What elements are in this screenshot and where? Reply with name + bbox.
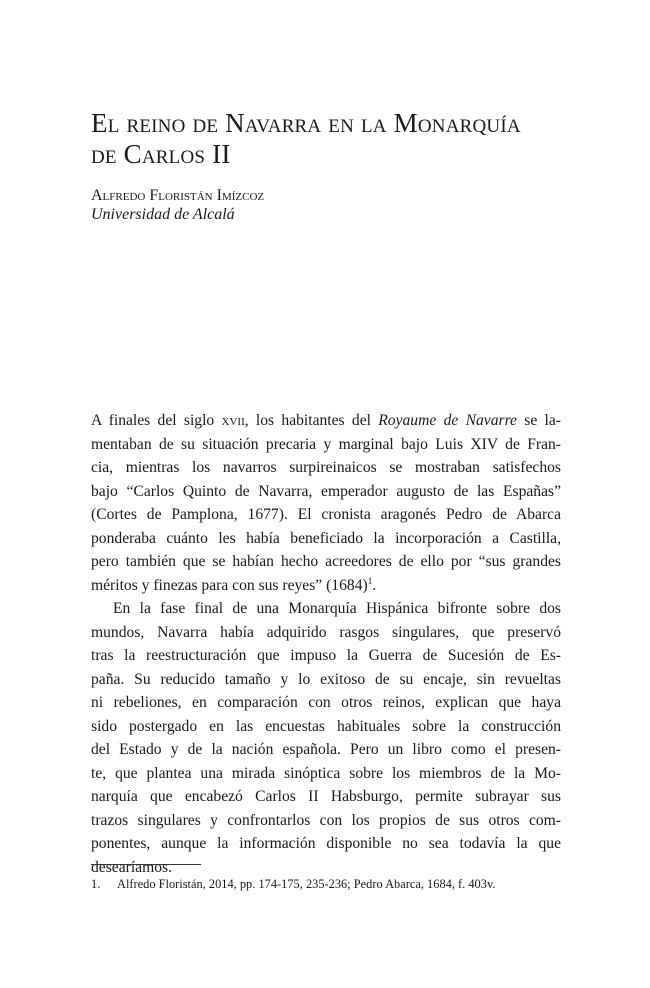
text-line: pero también que se habían hecho acreedores de ello por “sus grandes bbox=[91, 553, 561, 570]
chapter-title-line-2: de Carlos II bbox=[91, 139, 231, 169]
chapter-title bbox=[91, 108, 561, 170]
text-line: te, que plantea una mirada sinóptica sobre los miembros de la Mo- bbox=[91, 764, 561, 782]
text-line: En la fase final de una Monarquía Hispánica bifronte sobre dos bbox=[113, 600, 561, 617]
text-line: mentaban de su situación precaria y marginal bajo Luis XIV de Fran- bbox=[91, 435, 561, 453]
text-line: ni rebeliones, en comparación con otros reinos, explican que haya bbox=[91, 694, 561, 711]
text-line: narquía que encabezó Carlos II Habsburgo, permite subrayar sus bbox=[91, 788, 561, 805]
author-name: Alfredo Floristán Imízcoz bbox=[91, 187, 265, 204]
footnote-number: 1. bbox=[91, 877, 101, 891]
footnote bbox=[91, 876, 495, 892]
text-line: (Cortes de Pamplona, 1677). El cronista aragonés Pedro de Abarca bbox=[91, 506, 561, 523]
footnote-text: Alfredo Floristán, 2014, pp. 174-175, 235-236; Pedro Abarca, 1684, f. 403v. bbox=[117, 877, 496, 891]
text-line: mundos, Navarra había adquirido rasgos singulares, que preservó bbox=[91, 623, 561, 641]
text-run: méritos y finezas para con sus reyes” (1684) bbox=[91, 576, 368, 594]
text-line: trazos singulares y confrontarlos con los propios de sus otros com- bbox=[91, 811, 561, 829]
text-line: ponentes, aunque la información disponible no sea todavía la que bbox=[91, 835, 561, 852]
body-text bbox=[91, 409, 561, 879]
text-line: bajo “Carlos Quinto de Navarra, emperador augusto de las Españas” bbox=[91, 482, 561, 500]
century-numeral: xvii bbox=[221, 412, 245, 429]
italic-term: Royaume de Navarre bbox=[378, 412, 517, 429]
page bbox=[91, 0, 561, 988]
paragraph-1 bbox=[91, 409, 561, 597]
text-line bbox=[91, 409, 561, 433]
text-run: , los habitantes del bbox=[244, 412, 379, 429]
text-line bbox=[91, 574, 561, 598]
text-run: . bbox=[372, 576, 377, 594]
paragraph-2 bbox=[91, 597, 561, 879]
text-line: paña. Su reducido tamaño y lo exitoso de su encaje, sin revueltas bbox=[91, 670, 561, 688]
text-run: se la- bbox=[516, 412, 561, 429]
chapter-title-line-1: El reino de Navarra en la Monarquía bbox=[91, 108, 521, 138]
text-line: desearíamos. bbox=[91, 858, 172, 876]
text-line: cia, mientras los navarros surpireinaicos se mostraban satisfechos bbox=[91, 459, 561, 476]
text-line: tras la reestructuración que impuso la Guerra de Sucesión de Es- bbox=[91, 647, 561, 664]
footnote-reference[interactable]: 1 bbox=[367, 575, 373, 586]
footnote-divider bbox=[91, 864, 201, 865]
author-affiliation: Universidad de Alcalá bbox=[91, 206, 235, 223]
text-line: sido postergado en las encuestas habituales sobre la construcción bbox=[91, 717, 561, 735]
text-line: ponderaba cuánto les había beneficiado la incorporación a Castilla, bbox=[91, 529, 561, 547]
text-run: A finales del siglo bbox=[91, 412, 222, 429]
text-line: del Estado y de la nación española. Pero un libro como el presen- bbox=[91, 741, 561, 758]
